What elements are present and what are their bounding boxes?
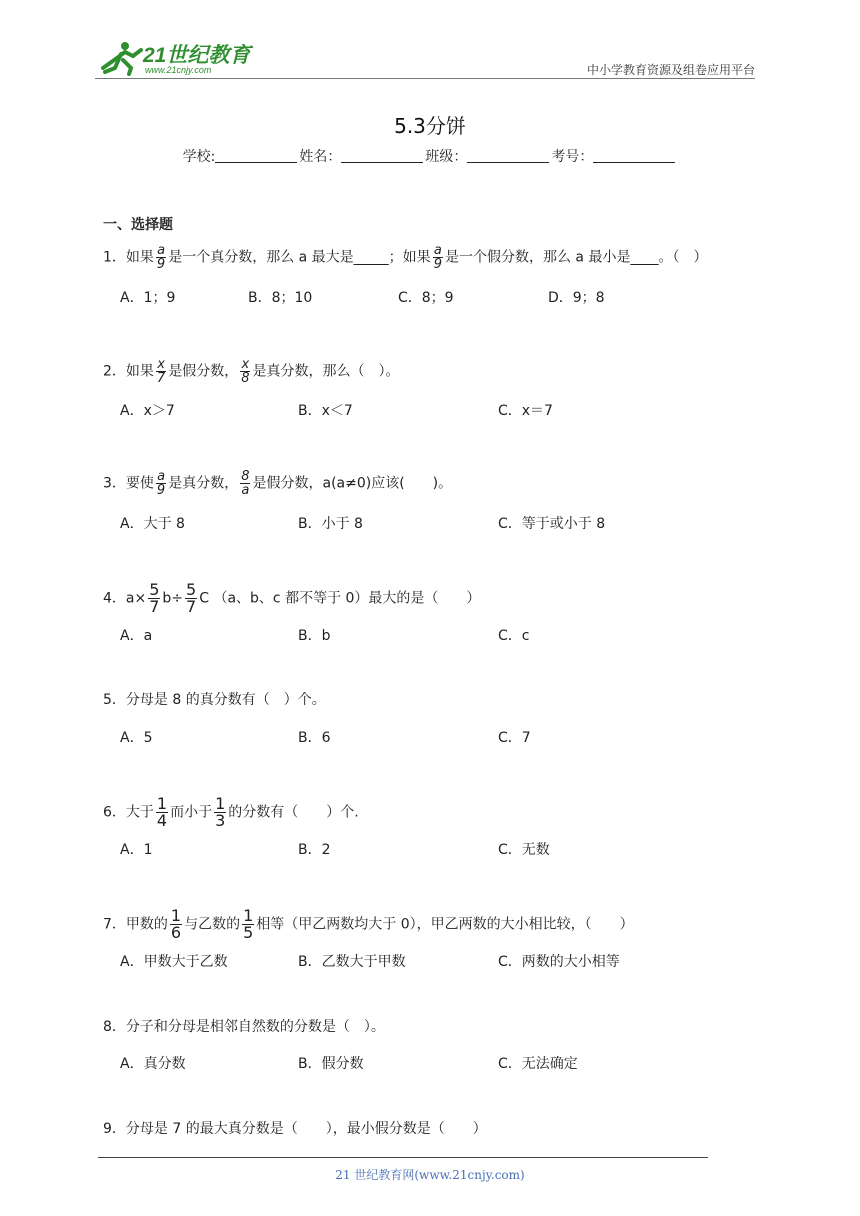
footer-text[interactable]: 21 世纪教育网(www.21cnjy.com) (335, 1168, 525, 1182)
option-b[interactable]: B．b (298, 628, 331, 644)
option-a[interactable]: A．5 (120, 730, 153, 746)
option-b[interactable]: B．x＜7 (298, 403, 353, 419)
question-6 (103, 796, 359, 829)
question-text: 是一个真分数，那么 a 最大是_____；如果 (168, 249, 431, 266)
fraction: $\frac{1}{6}$ (170, 906, 182, 942)
question-text: 相等（甲乙两数均大于 0），甲乙两数的大小相比较，（ ） (256, 916, 634, 933)
option-a[interactable]: A．真分数 (120, 1056, 186, 1072)
header-divider (95, 78, 755, 79)
page-title: 5.3分饼 (394, 114, 466, 138)
fraction: $\frac{8}{a}$ (241, 469, 250, 498)
option-d[interactable]: D．9；8 (548, 290, 605, 306)
number-label: 考号： (551, 149, 594, 165)
question-text: 与乙数的 (184, 916, 241, 933)
question-text: a× (125, 590, 147, 607)
question-text: 甲数的 (125, 916, 168, 933)
question-text: 的分数有（ ）个. (228, 804, 359, 821)
fraction: $\frac{a}{9}$ (433, 243, 442, 272)
option-c[interactable]: C．两数的大小相等 (498, 954, 620, 970)
option-b[interactable]: B．6 (298, 730, 331, 746)
question-text: 要使 (125, 475, 154, 492)
name-blank[interactable] (341, 149, 423, 163)
question-text: 分子和分母是相邻自然数的分数是（ ）。 (125, 1019, 385, 1035)
question-1 (103, 244, 707, 271)
question-7 (103, 908, 634, 941)
section-heading: 一、选择题 (103, 217, 173, 233)
option-a[interactable]: A．甲数大于乙数 (120, 954, 228, 970)
option-b[interactable]: B．假分数 (298, 1056, 364, 1072)
question-text: C （a、b、c 都不等于 0）最大的是（ ） (199, 590, 481, 607)
footer-divider (98, 1157, 708, 1158)
option-c[interactable]: C．7 (498, 730, 531, 746)
option-c[interactable]: C．无数 (498, 842, 550, 858)
question-text: 是真分数，那么（ ）。 (252, 363, 400, 380)
fraction: $\frac{a}{9}$ (156, 469, 166, 498)
question-4 (103, 582, 480, 615)
question-number: 6． (103, 804, 126, 821)
fraction: $\frac{1}{5}$ (243, 906, 254, 942)
question-text: 是假分数， (168, 363, 239, 380)
question-text: 分母是 7 的最大真分数是（ ），最小假分数是（ ） (125, 1121, 487, 1137)
option-b[interactable]: B．2 (298, 842, 331, 858)
question-5 (103, 690, 326, 710)
question-text: b÷ (162, 590, 184, 607)
question-text: 分母是 8 的真分数有（ ）个。 (125, 692, 326, 708)
fraction: $\frac{1}{4}$ (156, 794, 168, 830)
school-label: 学校: (182, 149, 216, 165)
question-text: 是一个假分数，那么 a 最小是____。（ ） (444, 249, 708, 266)
option-b[interactable]: B．8；10 (248, 290, 313, 306)
option-b[interactable]: B．小于 8 (298, 516, 363, 532)
fraction: $\frac{x}{7}$ (156, 357, 166, 386)
fraction: $\frac{5}{7}$ (149, 580, 160, 616)
question-9 (103, 1119, 487, 1139)
fraction: $\frac{1}{3}$ (215, 794, 226, 830)
logo-text: 21世纪教育 (143, 44, 251, 67)
school-blank[interactable] (215, 149, 297, 163)
logo-url: www.21cnjy.com (145, 65, 212, 75)
number-blank[interactable] (593, 149, 675, 163)
name-label: 姓名： (299, 149, 342, 165)
question-text: 如果 (125, 363, 154, 380)
option-c[interactable]: C．无法确定 (498, 1056, 578, 1072)
question-2 (103, 358, 399, 385)
option-c[interactable]: C．8；9 (398, 290, 454, 306)
fraction: $\frac{5}{7}$ (186, 580, 197, 616)
option-a[interactable]: A．a (120, 628, 153, 644)
question-text: 如果 (125, 249, 154, 266)
question-number: 1． (103, 249, 126, 266)
student-info-row (0, 146, 860, 166)
option-a[interactable]: A．大于 8 (120, 516, 185, 532)
question-number: 4． (103, 590, 126, 607)
option-a[interactable]: A．1；9 (120, 290, 176, 306)
class-label: 班级： (425, 149, 468, 165)
question-text: 而小于 (170, 804, 213, 821)
question-number: 8． (103, 1019, 126, 1035)
option-a[interactable]: A．x＞7 (120, 403, 175, 419)
option-c[interactable]: C．x＝7 (498, 403, 553, 419)
question-number: 9． (103, 1121, 126, 1137)
question-number: 3． (103, 475, 126, 492)
option-c[interactable]: C．c (498, 628, 530, 644)
question-8 (103, 1017, 385, 1037)
question-text: 是真分数， (168, 475, 239, 492)
question-text: 大于 (125, 804, 154, 821)
class-blank[interactable] (467, 149, 549, 163)
option-b[interactable]: B．乙数大于甲数 (298, 954, 406, 970)
option-c[interactable]: C．等于或小于 8 (498, 516, 606, 532)
site-name: 中小学教育资源及组卷应用平台 (586, 63, 755, 77)
question-number: 2． (103, 363, 126, 380)
question-number: 7． (103, 916, 126, 933)
fraction: $\frac{x}{8}$ (241, 357, 250, 386)
option-a[interactable]: A．1 (120, 842, 153, 858)
site-logo (95, 38, 260, 76)
question-text: 是假分数，a(a≠0)应该( )。 (252, 475, 453, 492)
fraction: $\frac{a}{9}$ (156, 243, 166, 272)
question-3 (103, 470, 452, 497)
question-number: 5． (103, 692, 126, 708)
